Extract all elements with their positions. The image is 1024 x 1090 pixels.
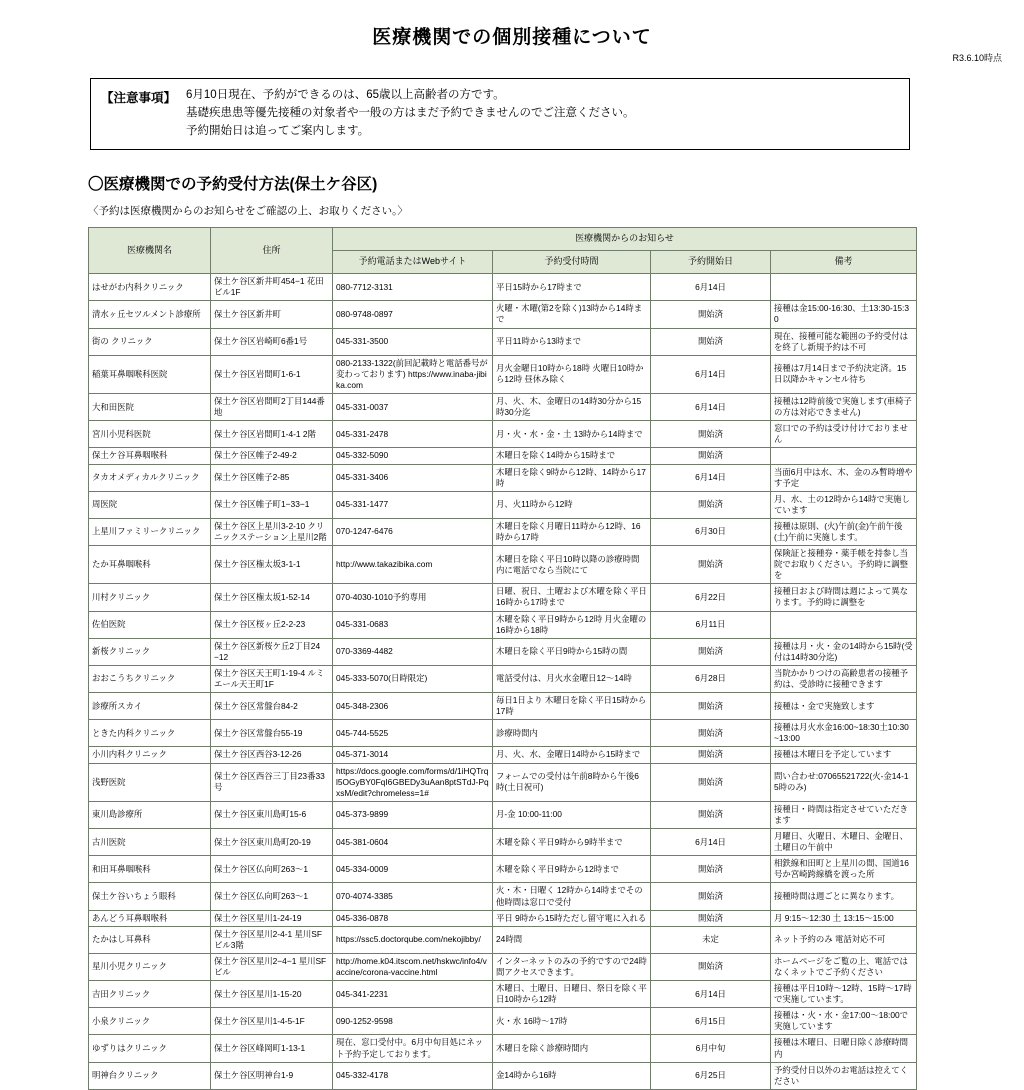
table-row: [89, 638, 917, 665]
page-title: 医療機関での個別接種について: [372, 27, 652, 48]
cell-remarks: 相鉄線和田町と上星川の間、国道16号か宮崎跨線橋を渡った所: [771, 856, 917, 883]
cell-tel-web: 080-9748-0897: [333, 301, 493, 328]
cell-reception: 月、火11時から12時: [493, 491, 651, 518]
cell-address: 保土ケ谷区権太坂1-52-14: [211, 584, 333, 611]
table-row: [89, 584, 917, 611]
cell-reception: 平日 9時から15時ただし留守電に入れる: [493, 910, 651, 926]
cell-tel-web: 045-331-0037: [333, 394, 493, 421]
table-row: [89, 394, 917, 421]
cell-start-date: 開始済: [651, 301, 771, 328]
table-row: [89, 953, 917, 980]
cell-tel-web: 045-331-0683: [333, 611, 493, 638]
table-body: [89, 274, 917, 1090]
header-remarks: 備考: [771, 251, 917, 274]
table-row: [89, 274, 917, 301]
cell-tel-web: 080-2133-1322(前回記載時と電話番号が変わっております) https://www.inaba-jibika.com: [333, 355, 493, 393]
cell-clinic-name: あんどう耳鼻咽喉科: [89, 910, 211, 926]
cell-address: 保土ケ谷区天王町1-19-4 ルミエール天王町1F: [211, 665, 333, 692]
cell-start-date: 6月30日: [651, 518, 771, 545]
cell-clinic-name: 和田耳鼻咽喉科: [89, 856, 211, 883]
cell-start-date: 6月14日: [651, 829, 771, 856]
cell-remarks: 接種時間は週ごとに異なります。: [771, 883, 917, 910]
cell-clinic-name: 吉田クリニック: [89, 981, 211, 1008]
section-note: 〈予約は医療機関からのお知らせをご確認の上、お取りください。〉: [88, 205, 408, 218]
cell-clinic-name: たかはし耳鼻科: [89, 926, 211, 953]
cell-address: 保土ケ谷区新井町454−1 花田ビル1F: [211, 274, 333, 301]
cell-remarks: [771, 448, 917, 464]
cell-tel-web: https://docs.google.com/forms/d/1iHQTrql5OGyBY0FqI6GBEDy3uAan8ptSTdJ-PqxsM/edit?chromeless=1#: [333, 763, 493, 801]
section-heading: 〇医療機関での予約受付方法(保土ケ谷区): [88, 176, 378, 194]
cell-tel-web: 045-331-3406: [333, 464, 493, 491]
cell-address: 保土ケ谷区岩崎町6番1号: [211, 328, 333, 355]
cell-reception: 電話受付は、月火水金曜日12〜14時: [493, 665, 651, 692]
cell-remarks: 当面6月中は水、木、金のみ暫時増やす予定: [771, 464, 917, 491]
cell-tel-web: 045-332-4178: [333, 1062, 493, 1089]
cell-reception: 木曜日を除く平日9時から15時の間: [493, 638, 651, 665]
table-row: [89, 981, 917, 1008]
table-row: [89, 518, 917, 545]
table-header-group-row: [89, 228, 917, 251]
header-reception: 予約受付時間: [493, 251, 651, 274]
cell-start-date: 6月14日: [651, 464, 771, 491]
cell-tel-web: 080-7712-3131: [333, 274, 493, 301]
cell-start-date: 開始済: [651, 693, 771, 720]
table-row: [89, 421, 917, 448]
cell-clinic-name: おおこうちクリニック: [89, 665, 211, 692]
cell-start-date: 開始済: [651, 638, 771, 665]
cell-start-date: 開始済: [651, 856, 771, 883]
cell-tel-web: 045-336-0878: [333, 910, 493, 926]
cell-tel-web: 045-371-3014: [333, 747, 493, 763]
cell-clinic-name: 川村クリニック: [89, 584, 211, 611]
cell-clinic-name: たか耳鼻咽喉科: [89, 546, 211, 584]
table-row: [89, 1062, 917, 1089]
header-tel-web: 予約電話またはWebサイト: [333, 251, 493, 274]
cell-clinic-name: 周医院: [89, 491, 211, 518]
header-group-notice: 医療機関からのお知らせ: [333, 228, 917, 251]
cell-reception: インターネットのみの予約ですので24時間アクセスできます。: [493, 953, 651, 980]
cell-tel-web: 045-332-5090: [333, 448, 493, 464]
cell-remarks: 接種日・時間は指定させていただきます: [771, 801, 917, 828]
cell-remarks: 月、水、土の12時から14時で実施しています: [771, 491, 917, 518]
cell-tel-web: 045-334-0009: [333, 856, 493, 883]
cell-tel-web: https://ssc5.doctorqube.com/nekojibby/: [333, 926, 493, 953]
cell-clinic-name: 佐伯医院: [89, 611, 211, 638]
cell-tel-web: 045-331-3500: [333, 328, 493, 355]
table-row: [89, 763, 917, 801]
table-row: [89, 883, 917, 910]
cell-remarks: 予約受付日以外のお電話は控えてください: [771, 1062, 917, 1089]
cell-remarks: 窓口での予約は受け付けておりません: [771, 421, 917, 448]
cell-remarks: 現在、接種可能な範囲の予約受付はを終了し新規予約は不可: [771, 328, 917, 355]
cell-reception: 火曜・木曜(第2を除く)13時から14時まで: [493, 301, 651, 328]
cell-address: 保土ケ谷区常盤台84-2: [211, 693, 333, 720]
cell-address: 保土ケ谷区東川島町15-6: [211, 801, 333, 828]
notice-label: 【注意事項】: [101, 91, 177, 105]
cell-clinic-name: ゆずりはクリニック: [89, 1035, 211, 1062]
cell-clinic-name: 古川医院: [89, 829, 211, 856]
cell-address: 保土ケ谷区権太坂3-1-1: [211, 546, 333, 584]
cell-start-date: 未定: [651, 926, 771, 953]
cell-remarks: 接種日および時間は週によって異なります。予約時に調整を: [771, 584, 917, 611]
notice-line: 6月10日現在、予約ができるのは、65歳以上高齢者の方です。: [186, 89, 505, 101]
table-row: [89, 926, 917, 953]
cell-start-date: 開始済: [651, 491, 771, 518]
cell-remarks: 接種は月火水金16:00~18:30土10:30~13:00: [771, 720, 917, 747]
cell-remarks: 接種は・金で実施致します: [771, 693, 917, 720]
cell-clinic-name: 大和田医院: [89, 394, 211, 421]
cell-remarks: 接種は原則、(火)午前(金)午前午後(土)午前に実施します。: [771, 518, 917, 545]
notice-text: [186, 87, 635, 140]
cell-reception: 木曜日、土曜日、日曜日、祭日を除く平日10時から12時: [493, 981, 651, 1008]
table-row: [89, 1035, 917, 1062]
cell-reception: 平日11時から13時まで: [493, 328, 651, 355]
cell-clinic-name: 清水ヶ丘セツルメント診療所: [89, 301, 211, 328]
cell-reception: 日曜、祝日、土曜および木曜を除く平日16時から17時まで: [493, 584, 651, 611]
cell-address: 保土ケ谷区常盤台55-19: [211, 720, 333, 747]
cell-reception: 木曜日を除く診療時間内: [493, 1035, 651, 1062]
cell-clinic-name: 保土ケ谷耳鼻咽喉科: [89, 448, 211, 464]
cell-remarks: 接種は月・火・金の14時から15時(受付は14時30分迄): [771, 638, 917, 665]
cell-address: 保土ケ谷区上星川3-2-10 クリニックステーション上星川2階: [211, 518, 333, 545]
cell-start-date: 開始済: [651, 883, 771, 910]
cell-address: 保土ケ谷区星川1-4-5-1F: [211, 1008, 333, 1035]
cell-clinic-name: 新桜クリニック: [89, 638, 211, 665]
table-row: [89, 856, 917, 883]
cell-start-date: 開始済: [651, 747, 771, 763]
cell-tel-web: 070-4074-3385: [333, 883, 493, 910]
cell-tel-web: 045-331-1477: [333, 491, 493, 518]
cell-tel-web: 045-348-2306: [333, 693, 493, 720]
cell-reception: 木曜を除く平日9時から9時半まで: [493, 829, 651, 856]
table-row: [89, 829, 917, 856]
table-row: [89, 301, 917, 328]
cell-start-date: 開始済: [651, 421, 771, 448]
table-row: [89, 546, 917, 584]
cell-reception: 木曜日を除く月曜日11時から12時、16時から17時: [493, 518, 651, 545]
cell-tel-web: 070-1247-6476: [333, 518, 493, 545]
cell-address: 保土ケ谷区東川島町20-19: [211, 829, 333, 856]
cell-start-date: 6月22日: [651, 584, 771, 611]
cell-remarks: ホームページをご覧の上、電話ではなくネットでご予約ください: [771, 953, 917, 980]
cell-address: 保土ケ谷区新井町: [211, 301, 333, 328]
cell-address: 保土ケ谷区西谷3-12-26: [211, 747, 333, 763]
cell-reception: 金14時から16時: [493, 1062, 651, 1089]
cell-address: 保土ケ谷区帷子2-49-2: [211, 448, 333, 464]
cell-start-date: 開始済: [651, 910, 771, 926]
clinic-schedule-table: [88, 227, 917, 1089]
cell-reception: 平日15時から17時まで: [493, 274, 651, 301]
table-row: [89, 328, 917, 355]
cell-address: 保土ケ谷区桜ヶ丘2-2-23: [211, 611, 333, 638]
cell-clinic-name: 東川島診療所: [89, 801, 211, 828]
cell-start-date: 開始済: [651, 328, 771, 355]
header-address: 住所: [211, 228, 333, 274]
notice-line: 予約開始日は追ってご案内します。: [186, 124, 370, 137]
cell-remarks: ネット予約のみ 電話対応不可: [771, 926, 917, 953]
cell-clinic-name: 星川小児クリニック: [89, 953, 211, 980]
header-start-date: 予約開始日: [651, 251, 771, 274]
cell-start-date: 開始済: [651, 448, 771, 464]
cell-address: 保土ケ谷区帷子町1−33−1: [211, 491, 333, 518]
cell-address: 保土ケ谷区星川1-24-19: [211, 910, 333, 926]
notice-line: 基礎疾患患等優先接種の対象者や一般の方はまだ予約できませんのでご注意ください。: [186, 106, 635, 119]
cell-tel-web: 045-331-2478: [333, 421, 493, 448]
cell-reception: 月、火、水、金曜日14時から15時まで: [493, 747, 651, 763]
table-row: [89, 611, 917, 638]
cell-address: 保土ケ谷区新桜ケ丘2丁目24−12: [211, 638, 333, 665]
cell-reception: 木曜日を除く14時から15時まで: [493, 448, 651, 464]
cell-reception: 月-金 10:00-11:00: [493, 801, 651, 828]
cell-reception: 木曜日を除く平日10時以降の診療時間内に電話でなら当院にて: [493, 546, 651, 584]
cell-start-date: 6月中旬: [651, 1035, 771, 1062]
cell-start-date: 6月11日: [651, 611, 771, 638]
cell-start-date: 6月14日: [651, 355, 771, 393]
cell-address: 保土ケ谷区岩間町2丁目144番地: [211, 394, 333, 421]
table-row: [89, 1008, 917, 1035]
cell-clinic-name: 明神台クリニック: [89, 1062, 211, 1089]
table-row: [89, 693, 917, 720]
cell-address: 保土ケ谷区峰岡町1-13-1: [211, 1035, 333, 1062]
table-row: [89, 720, 917, 747]
cell-reception: 木曜日を除く9時から12時、14時から17時: [493, 464, 651, 491]
cell-remarks: 接種は金15:00-16:30、土13:30-15:30: [771, 301, 917, 328]
cell-address: 保土ケ谷区西谷三丁目23番33号: [211, 763, 333, 801]
cell-clinic-name: タカオメディカルクリニック: [89, 464, 211, 491]
cell-address: 保土ケ谷区仏向町263〜1: [211, 883, 333, 910]
cell-remarks: 接種は12時前後で実施します(車椅子の方は対応できません): [771, 394, 917, 421]
cell-clinic-name: 小泉クリニック: [89, 1008, 211, 1035]
cell-clinic-name: 上星川ファミリークリニック: [89, 518, 211, 545]
cell-reception: 木曜を除く平日9時から12時 月火金曜の16時から18時: [493, 611, 651, 638]
cell-remarks: 月 9:15〜12:30 土 13:15〜15:00: [771, 910, 917, 926]
cell-reception: 月・火・水・金・土 13時から14時まで: [493, 421, 651, 448]
cell-tel-web: 070-3369-4482: [333, 638, 493, 665]
cell-reception: 24時間: [493, 926, 651, 953]
cell-start-date: 6月25日: [651, 1062, 771, 1089]
table-row: [89, 464, 917, 491]
cell-remarks: 接種は7月14日まで予約決定済。15日以降かキャンセル待ち: [771, 355, 917, 393]
cell-address: 保土ケ谷区星川2−4−1 星川SFビル: [211, 953, 333, 980]
cell-reception: 月、火、木、金曜日の14時30分から15時30分迄: [493, 394, 651, 421]
cell-start-date: 開始済: [651, 720, 771, 747]
cell-clinic-name: はせがわ内科クリニック: [89, 274, 211, 301]
table-row: [89, 448, 917, 464]
cell-remarks: 接種は木曜日、日曜日除く診療時間内: [771, 1035, 917, 1062]
cell-tel-web: 070-4030-1010予約専用: [333, 584, 493, 611]
cell-remarks: [771, 611, 917, 638]
cell-address: 保土ケ谷区岩間町1-4-1 2階: [211, 421, 333, 448]
cell-remarks: 問い合わせ:07065521722(火-金14-15時のみ): [771, 763, 917, 801]
cell-remarks: 月曜日、火曜日、木曜日、金曜日、土曜日の午前中: [771, 829, 917, 856]
cell-reception: 木曜を除く平日9時から12時まで: [493, 856, 651, 883]
header-name: 医療機関名: [89, 228, 211, 274]
cell-remarks: 接種は・火・水・金17:00〜18:00で実施しています: [771, 1008, 917, 1035]
cell-start-date: 開始済: [651, 953, 771, 980]
cell-start-date: 6月28日: [651, 665, 771, 692]
cell-tel-web: 045-341-2231: [333, 981, 493, 1008]
cell-start-date: 6月14日: [651, 394, 771, 421]
cell-clinic-name: 浅野医院: [89, 763, 211, 801]
cell-reception: 火・水 16時〜17時: [493, 1008, 651, 1035]
cell-reception: 月火金曜日10時から18時 火曜日10時から12時 昼休み除く: [493, 355, 651, 393]
cell-address: 保土ケ谷区星川1-15-20: [211, 981, 333, 1008]
cell-start-date: 開始済: [651, 763, 771, 801]
table-row: [89, 747, 917, 763]
cell-tel-web: http://www.takazibika.com: [333, 546, 493, 584]
cell-start-date: 6月14日: [651, 274, 771, 301]
cell-clinic-name: 保土ケ谷いちょう眼科: [89, 883, 211, 910]
table-row: [89, 665, 917, 692]
cell-remarks: 接種は平日10時〜12時、15時〜17時で実施しています。: [771, 981, 917, 1008]
cell-address: 保土ケ谷区帷子2-85: [211, 464, 333, 491]
cell-clinic-name: 街の クリニック: [89, 328, 211, 355]
cell-start-date: 開始済: [651, 801, 771, 828]
cell-address: 保土ケ谷区仏向町263〜1: [211, 856, 333, 883]
cell-clinic-name: ときた内科クリニック: [89, 720, 211, 747]
cell-clinic-name: 小川内科クリニック: [89, 747, 211, 763]
table-row: [89, 801, 917, 828]
cell-remarks: 当院かかりつけの高齢患者の接種予約は、受診時に接種できます: [771, 665, 917, 692]
cell-address: 保土ケ谷区岩間町1-6-1: [211, 355, 333, 393]
cell-tel-web: 現在、窓口受付中。6月中旬目処にネット予約予定しております。: [333, 1035, 493, 1062]
cell-start-date: 開始済: [651, 546, 771, 584]
cell-clinic-name: 宮川小児科医院: [89, 421, 211, 448]
cell-tel-web: 045-333-5070(日時限定): [333, 665, 493, 692]
cell-tel-web: http://home.k04.itscom.net/hskwc/info4/vaccine/corona-vaccine.html: [333, 953, 493, 980]
cell-tel-web: 045-744-5525: [333, 720, 493, 747]
table-row: [89, 355, 917, 393]
cell-address: 保土ケ谷区明神台1-9: [211, 1062, 333, 1089]
cell-reception: 毎日1日より 木曜日を除く平日15時から17時: [493, 693, 651, 720]
notice-box: [90, 78, 910, 150]
cell-reception: 火・木・日曜く 12時から14時までその他時間は窓口で受付: [493, 883, 651, 910]
table-row: [89, 910, 917, 926]
cell-tel-web: 045-373-9899: [333, 801, 493, 828]
cell-remarks: 保険証と接種券・薬手帳を持参し当院でお取りください。予約時に調整を: [771, 546, 917, 584]
cell-reception: 診療時間内: [493, 720, 651, 747]
cell-tel-web: 090-1252-9598: [333, 1008, 493, 1035]
cell-reception: フォームでの受付は午前8時から午後6時(土日祝可): [493, 763, 651, 801]
revision-date: R3.6.10時点: [952, 53, 1002, 63]
cell-remarks: 接種は木曜日を予定しています: [771, 747, 917, 763]
cell-clinic-name: 診療所スカイ: [89, 693, 211, 720]
table-row: [89, 491, 917, 518]
document-page: [0, 22, 1024, 1090]
cell-remarks: [771, 274, 917, 301]
cell-start-date: 6月15日: [651, 1008, 771, 1035]
cell-start-date: 6月14日: [651, 981, 771, 1008]
cell-clinic-name: 稲葉耳鼻咽喉科医院: [89, 355, 211, 393]
cell-address: 保土ケ谷区星川2-4-1 星川SFビル3階: [211, 926, 333, 953]
cell-tel-web: 045-381-0604: [333, 829, 493, 856]
